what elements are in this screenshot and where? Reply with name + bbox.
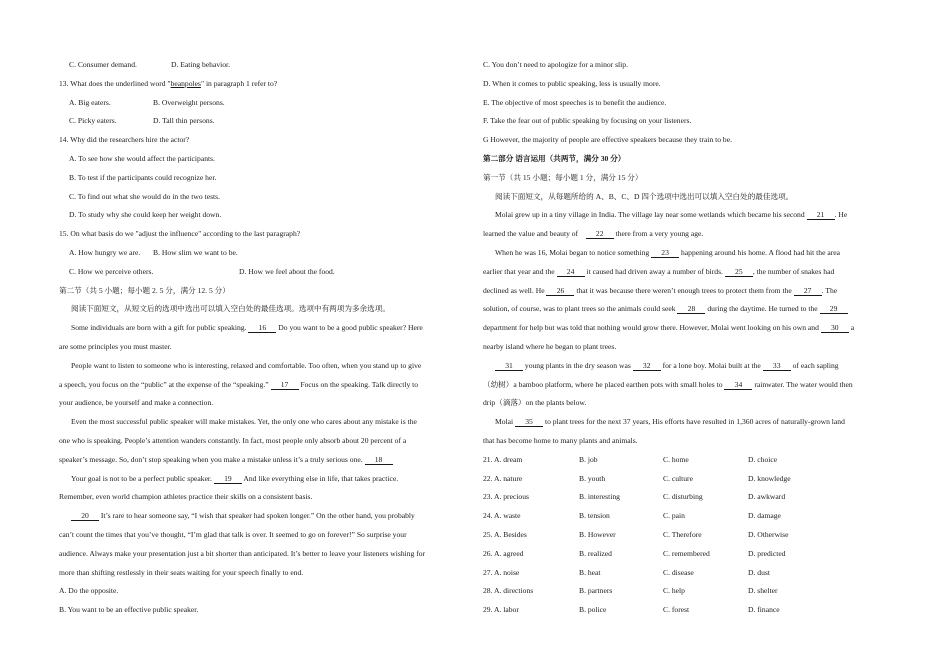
blank-18: 18 [365, 455, 393, 465]
q12-option-d: D. Eating behavior. [171, 60, 231, 69]
q13-options-ab [59, 94, 467, 113]
choice-row [483, 601, 896, 620]
q14-option-b: B. To test if the participants could recognize her. [69, 172, 217, 182]
cloze-line-6: solution, of course, was to plant trees so the animals could seek 28 during the daytime. He turned to the 29 [483, 300, 896, 319]
choice-28-a: 28. A. directions [483, 586, 534, 596]
choice-row [483, 545, 896, 564]
choice-21-c: C. home [663, 454, 689, 464]
choice-26-d: D. predicted [748, 548, 786, 558]
choice-row [483, 470, 896, 489]
option-d: D. When it comes to public speaking, less is usually more. [483, 78, 661, 88]
choice-row [483, 526, 896, 545]
choice-24-d: D. damage [748, 511, 781, 521]
option-g: G However, the majority of people are effective speakers because they train to be. [483, 135, 732, 145]
blank-23: 23 [651, 248, 679, 258]
section1-title: 第一节（共 15 小题；每小题 1 分，满分 15 分） [483, 172, 643, 182]
blank-28: 28 [677, 304, 705, 314]
q13-option-b: B. Overweight persons. [153, 97, 225, 107]
cloze-line-12: Molai 35 to plant trees for the next 37 years, His efforts have resulted in 1,360 acres of naturally-grown land [495, 417, 845, 427]
passage-p5-line2: can’t count the times that you’ve thought, “I’m glad that talk is over. It seemed to go on forever!” So surprise your [59, 529, 407, 539]
q15-option-b: B. How slim we want to be. [153, 247, 238, 257]
q12-options [59, 56, 467, 75]
blank-27: 27 [794, 286, 822, 296]
cloze-line-13: that has become home to many plants and animals. [483, 435, 638, 445]
choice-27-a: 27. A. noise [483, 567, 520, 577]
q13-option-c: C. Picky eaters. [69, 116, 117, 126]
passage-p1-line1: Some individuals are born with a gift for public speaking. 16 Do you want to be a good public speaker? Here [71, 323, 423, 333]
choice-row [483, 451, 896, 470]
q15-question: 15. On what basis do we "adjust the influence" according to the last paragraph? [59, 229, 301, 239]
choice-26-c: C. remembered [663, 548, 710, 558]
choices-table [483, 451, 896, 620]
q15-options-ab [59, 244, 467, 263]
choice-27-d: D. dust [748, 567, 770, 577]
choice-27-c: C. disease [663, 567, 694, 577]
passage-p3-line1: Even the most successful public speaker will make mistakes. Yet, the only one who cares about any mistake is the [71, 417, 417, 427]
q15-option-c: C. How we perceive others. [69, 266, 154, 276]
passage-p4-line2: Remember, even world champion athletes practice their skills on a consistent basis. [59, 492, 313, 502]
blank-16: 16 [248, 323, 276, 333]
passage-p2-line2: a speech, you focus on the “public” at the expense of the “speaking.” 17 Focus on the speaking. Talk directly to [59, 379, 419, 389]
blank-35: 35 [515, 417, 543, 427]
option-c: C. You don’t need to apologize for a minor slip. [483, 60, 628, 69]
choice-row [483, 488, 896, 507]
blank-29: 29 [820, 304, 848, 314]
q13-options-cd [59, 112, 467, 131]
passage-p5-line1: 20 It’s rare to hear someone say, “I wish that speaker had spoken longer.” On the other hand, you probably [59, 507, 467, 526]
cloze-line-3: When he was 16, Molai began to notice something 23 happening around his home. A flood had hit the area [495, 247, 840, 257]
blank-25: 25 [725, 267, 753, 277]
option-f: F. Take the fear out of public speaking by focusing on your listeners. [483, 116, 692, 126]
underlined-word: beanpoles [170, 78, 201, 88]
passage-p2-line3: your audience, be yourself and make a connection. [59, 398, 214, 408]
choice-26-b: B. realized [579, 548, 612, 558]
blank-34: 34 [724, 380, 752, 390]
right-column [483, 56, 896, 620]
q13-question: 13. What does the underlined word "beanpoles" in paragraph 1 refer to? [59, 78, 278, 88]
blank-30: 30 [821, 323, 849, 333]
choice-25-a: 25. A. Besides [483, 529, 527, 539]
choice-24-c: C. pain [663, 511, 685, 521]
choice-23-a: 23. A. precious [483, 492, 529, 502]
choice-29-c: C. forest [663, 605, 690, 615]
blank-17: 17 [271, 380, 299, 390]
choice-row [483, 582, 896, 601]
passage-p5-line4: more than shifting restlessly in their seats waiting for your speech finally to end. [59, 567, 304, 577]
choice-29-b: B. police [579, 605, 607, 615]
option-a: A. Do the opposite. [59, 586, 119, 596]
choice-26-a: 26. A. agreed [483, 548, 524, 558]
option-e: E. The objective of most speeches is to benefit the audience. [483, 97, 667, 107]
choice-23-c: C. disturbing [663, 492, 703, 502]
choice-22-c: C. culture [663, 473, 693, 483]
section2-instruction: 阅读下面短文，从短文后的选项中选出可以填入空白处的最佳选项。选项中有两项为多余选项。 [71, 304, 390, 314]
cloze-line-2: learned the value and beauty of 22 there from a very young age. [483, 229, 704, 239]
blank-26: 26 [546, 286, 574, 296]
option-b: B. You want to be an effective public speaker. [59, 605, 199, 615]
choice-22-a: 22. A. nature [483, 473, 523, 483]
choice-21-d: D. choice [748, 454, 778, 464]
q15-option-d: D. How we feel about the food. [239, 266, 335, 276]
choice-22-d: D. knowledge [748, 473, 791, 483]
section1-instruction: 阅读下面短文，从每题所给的 A、B、C、D 四个选项中选出可以填入空白处的最佳选项。 [495, 191, 794, 201]
blank-22: 22 [586, 229, 614, 239]
choice-25-c: C. Therefore [663, 529, 702, 539]
left-column [59, 56, 467, 620]
part2-title: 第二部分 语言运用（共两节，满分 30 分） [483, 153, 626, 163]
choice-21-a: 21. A. dream [483, 454, 523, 464]
choice-21-b: B. job [579, 454, 598, 464]
choice-row [483, 564, 896, 583]
blank-31: 31 [495, 361, 523, 371]
choice-23-b: B. interesting [579, 492, 620, 502]
q13-option-a: A. Big eaters. [69, 97, 111, 107]
choice-28-d: D. shelter [748, 586, 778, 596]
choice-28-c: C. help [663, 586, 685, 596]
q14-option-a: A. To see how she would affect the participants. [69, 153, 215, 163]
blank-24: 24 [557, 267, 585, 277]
cloze-line-10: （幼树）a bamboo platform, where he placed earthen pots with small holes to 34 rainwater. The water would then [483, 379, 853, 389]
section2-title: 第二节（共 5 小题；每小题 2. 5 分，满分 12. 5 分） [59, 285, 230, 295]
cloze-line-11: drip（滴落）on the plants below. [483, 398, 587, 408]
passage-p3-line2: one who is speaking. People’s attention wanders constantly. In fact, most people only absorb about 20 percent of a [59, 435, 407, 445]
cloze-line-7: department for help but was told that nothing would grow there. However, Molai went looking on his own and 30 a [483, 323, 855, 333]
choice-22-b: B. youth [579, 473, 606, 483]
blank-20: 20 [71, 511, 99, 521]
choice-25-b: B. However [579, 529, 616, 539]
q15-options-cd [59, 263, 467, 282]
passage-p2-line1: People want to listen to someone who is interesting, relaxed and comfortable. Too often, when you stand up to give [71, 360, 422, 370]
choice-24-b: B. tension [579, 511, 610, 521]
q15-option-a: A. How hungry we are. [69, 247, 141, 257]
blank-21: 21 [807, 210, 835, 220]
cloze-line-9: 31 young plants in the dry season was 32 for a lone boy. Molai built at the 33 of each sapling [483, 357, 896, 376]
choice-24-a: 24. A. waste [483, 511, 521, 521]
cloze-line-4: earlier that year and the 24 it caused had driven away a number of birds. 25 , the number of snakes had [483, 266, 835, 276]
cloze-line-5: declined as well. He 26 that it was because there weren’t enough trees to protect them from the 27 . The [483, 285, 838, 295]
passage-p1-line2: are some principles you must master. [59, 341, 172, 351]
q14-option-d: D. To study why she could keep her weight down. [69, 210, 222, 220]
blank-33: 33 [763, 361, 791, 371]
passage-p3-line3: speaker’s message. So, don’t stop speaking when you make a mistake unless it’s a truly serious one. 18 [59, 451, 467, 470]
blank-32: 32 [633, 361, 661, 371]
q14-question: 14. Why did the researchers hire the actor? [59, 135, 190, 145]
choice-25-d: D. Otherwise [748, 529, 789, 539]
q14-option-c: C. To find out what she would do in the two tests. [69, 191, 220, 201]
choice-23-d: D. awkward [748, 492, 786, 502]
blank-19: 19 [214, 474, 242, 484]
choice-row [483, 507, 896, 526]
choice-29-a: 29. A. labor [483, 605, 519, 615]
passage-p5-line3: audience. Always make your presentation just a bit shorter than anticipated. It’s better to leave your listeners wishing for [59, 548, 426, 558]
choice-29-d: D. finance [748, 605, 780, 615]
cloze-line-1: Molai grew up in a tiny village in India. The village lay near some wetlands which became his second 21 . He [495, 210, 848, 220]
q13-option-d: D. Tall thin persons. [153, 116, 215, 126]
cloze-line-8: nearby island where he began to plant trees. [483, 341, 617, 351]
choice-27-b: B. heat [579, 567, 601, 577]
choice-28-b: B. partners [579, 586, 613, 596]
q12-option-c: C. Consumer demand. [69, 60, 137, 69]
passage-p4-line1: Your goal is not to be a perfect public speaker. 19 And like everything else in life, that takes practice. [71, 473, 399, 483]
